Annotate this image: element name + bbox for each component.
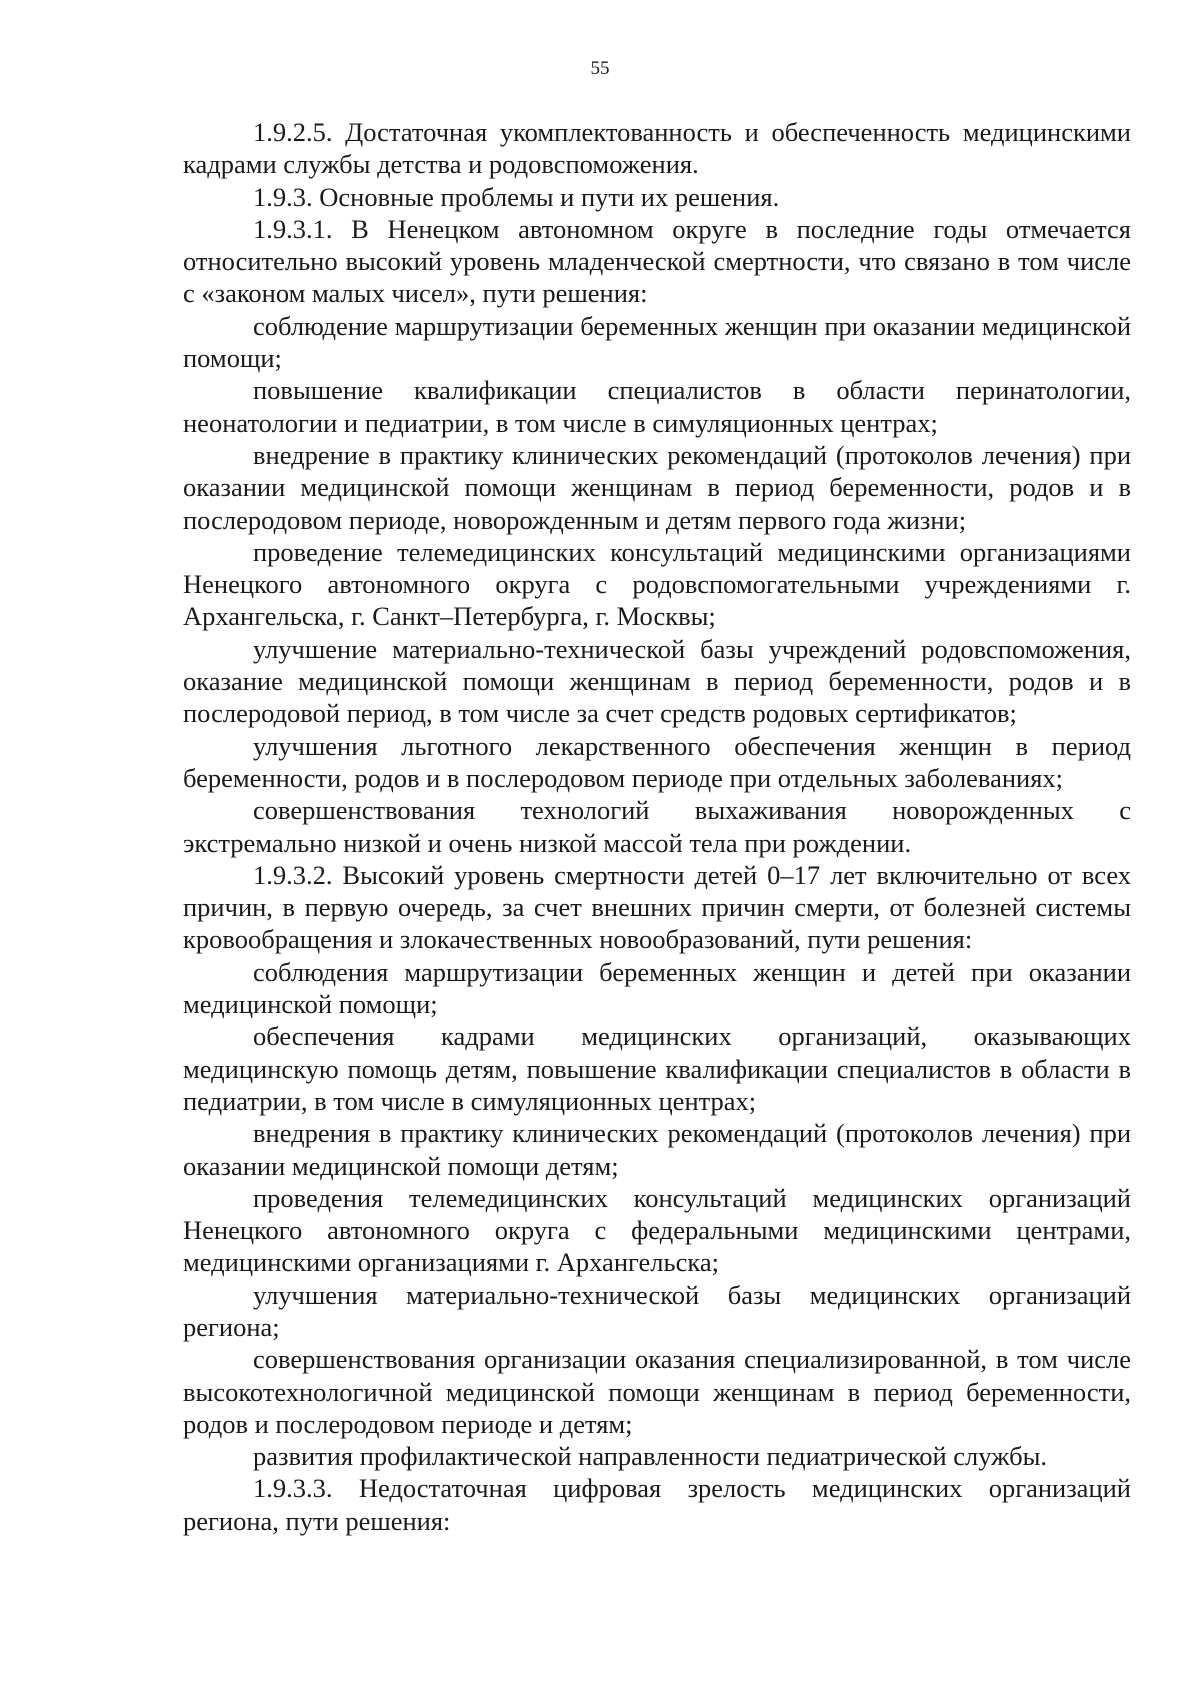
paragraph-1-9-3: 1.9.3. Основные проблемы и пути их решения.: [253, 181, 780, 212]
paragraph-1-9-2-5: 1.9.2.5. Достаточная укомплектованность и обеспеченность медицинскими кадрами службы детства и родовспоможения.: [183, 117, 1131, 180]
solution-item: проведение телемедицинских консультаций медицинскими организациями Ненецкого автономного округа с родовспомогательными учреждениями г. Архангельска, г. Санкт–Петербурга, г. Москвы;: [183, 536, 1131, 632]
paragraph-1-9-3-3: 1.9.3.3. Недостаточная цифровая зрелость медицинских организаций региона, пути решения:: [183, 1473, 1131, 1536]
solution-item: улучшение материально-технической базы учреждений родовспоможения, оказание медицинской помощи женщинам в период беременности, родов и в послеродовой период, в том числе за счет средств родовых сертификатов;: [183, 633, 1131, 729]
solution-item: совершенствования организации оказания специализированной, в том числе высокотехнологичной медицинской помощи женщинам в период беременности, родов и послеродовом периоде и детям;: [183, 1344, 1131, 1439]
solution-item: соблюдения маршрутизации беременных женщин и детей при оказании медицинской помощи;: [183, 956, 1131, 1020]
document-body: [183, 116, 1131, 1537]
solution-item: совершенствования технологий выхаживания новорожденных с экстремально низкой и очень низкой массой тела при рождении.: [183, 795, 1131, 858]
solution-item: соблюдение маршрутизации беременных женщин при оказании медицинской помощи;: [183, 310, 1131, 374]
solution-item: улучшения льготного лекарственного обеспечения женщин в период беременности, родов и в послеродовом периоде при отдельных заболеваниях;: [183, 730, 1131, 793]
solution-item: внедрения в практику клинических рекомендаций (протоколов лечения) при оказании медицинской помощи детям;: [183, 1118, 1131, 1181]
solution-item: проведения телемедицинских консультаций медицинских организаций Ненецкого автономного округа с федеральными медицинскими центрами, медицинскими организациями г. Архангельска;: [183, 1182, 1131, 1278]
solution-item: развития профилактической направленности педиатрической службы.: [253, 1441, 1048, 1472]
solution-item: внедрение в практику клинических рекомендаций (протоколов лечения) при оказании медицинской помощи женщинам в период беременности, родов и в послеродовом периоде, новорожденным и детям первого года жизни;: [183, 439, 1131, 535]
paragraph-1-9-3-2: 1.9.3.2. Высокий уровень смертности детей 0–17 лет включительно от всех причин, в первую очередь, за счет внешних причин смерти, от болезней системы кровообращения и злокачественных новообразований, пути решения:: [183, 859, 1131, 955]
solution-item: повышение квалификации специалистов в области перинатологии, неонатологии и педиатрии, в том числе в симуляционных центрах;: [183, 375, 1131, 438]
paragraph-1-9-3-1: 1.9.3.1. В Ненецком автономном округе в последние годы отмечается относительно высокий уровень младенческой смертности, что связано в том числе с «законом малых чисел», пути решения:: [183, 213, 1131, 309]
solution-item: обеспечения кадрами медицинских организаций, оказывающих медицинскую помощь детям, повышение квалификации специалистов в области в педиатрии, в том числе в симуляционных центрах;: [183, 1021, 1131, 1116]
solution-item: улучшения материально-технической базы медицинских организаций региона;: [183, 1279, 1131, 1342]
page-number: 55: [590, 58, 610, 79]
